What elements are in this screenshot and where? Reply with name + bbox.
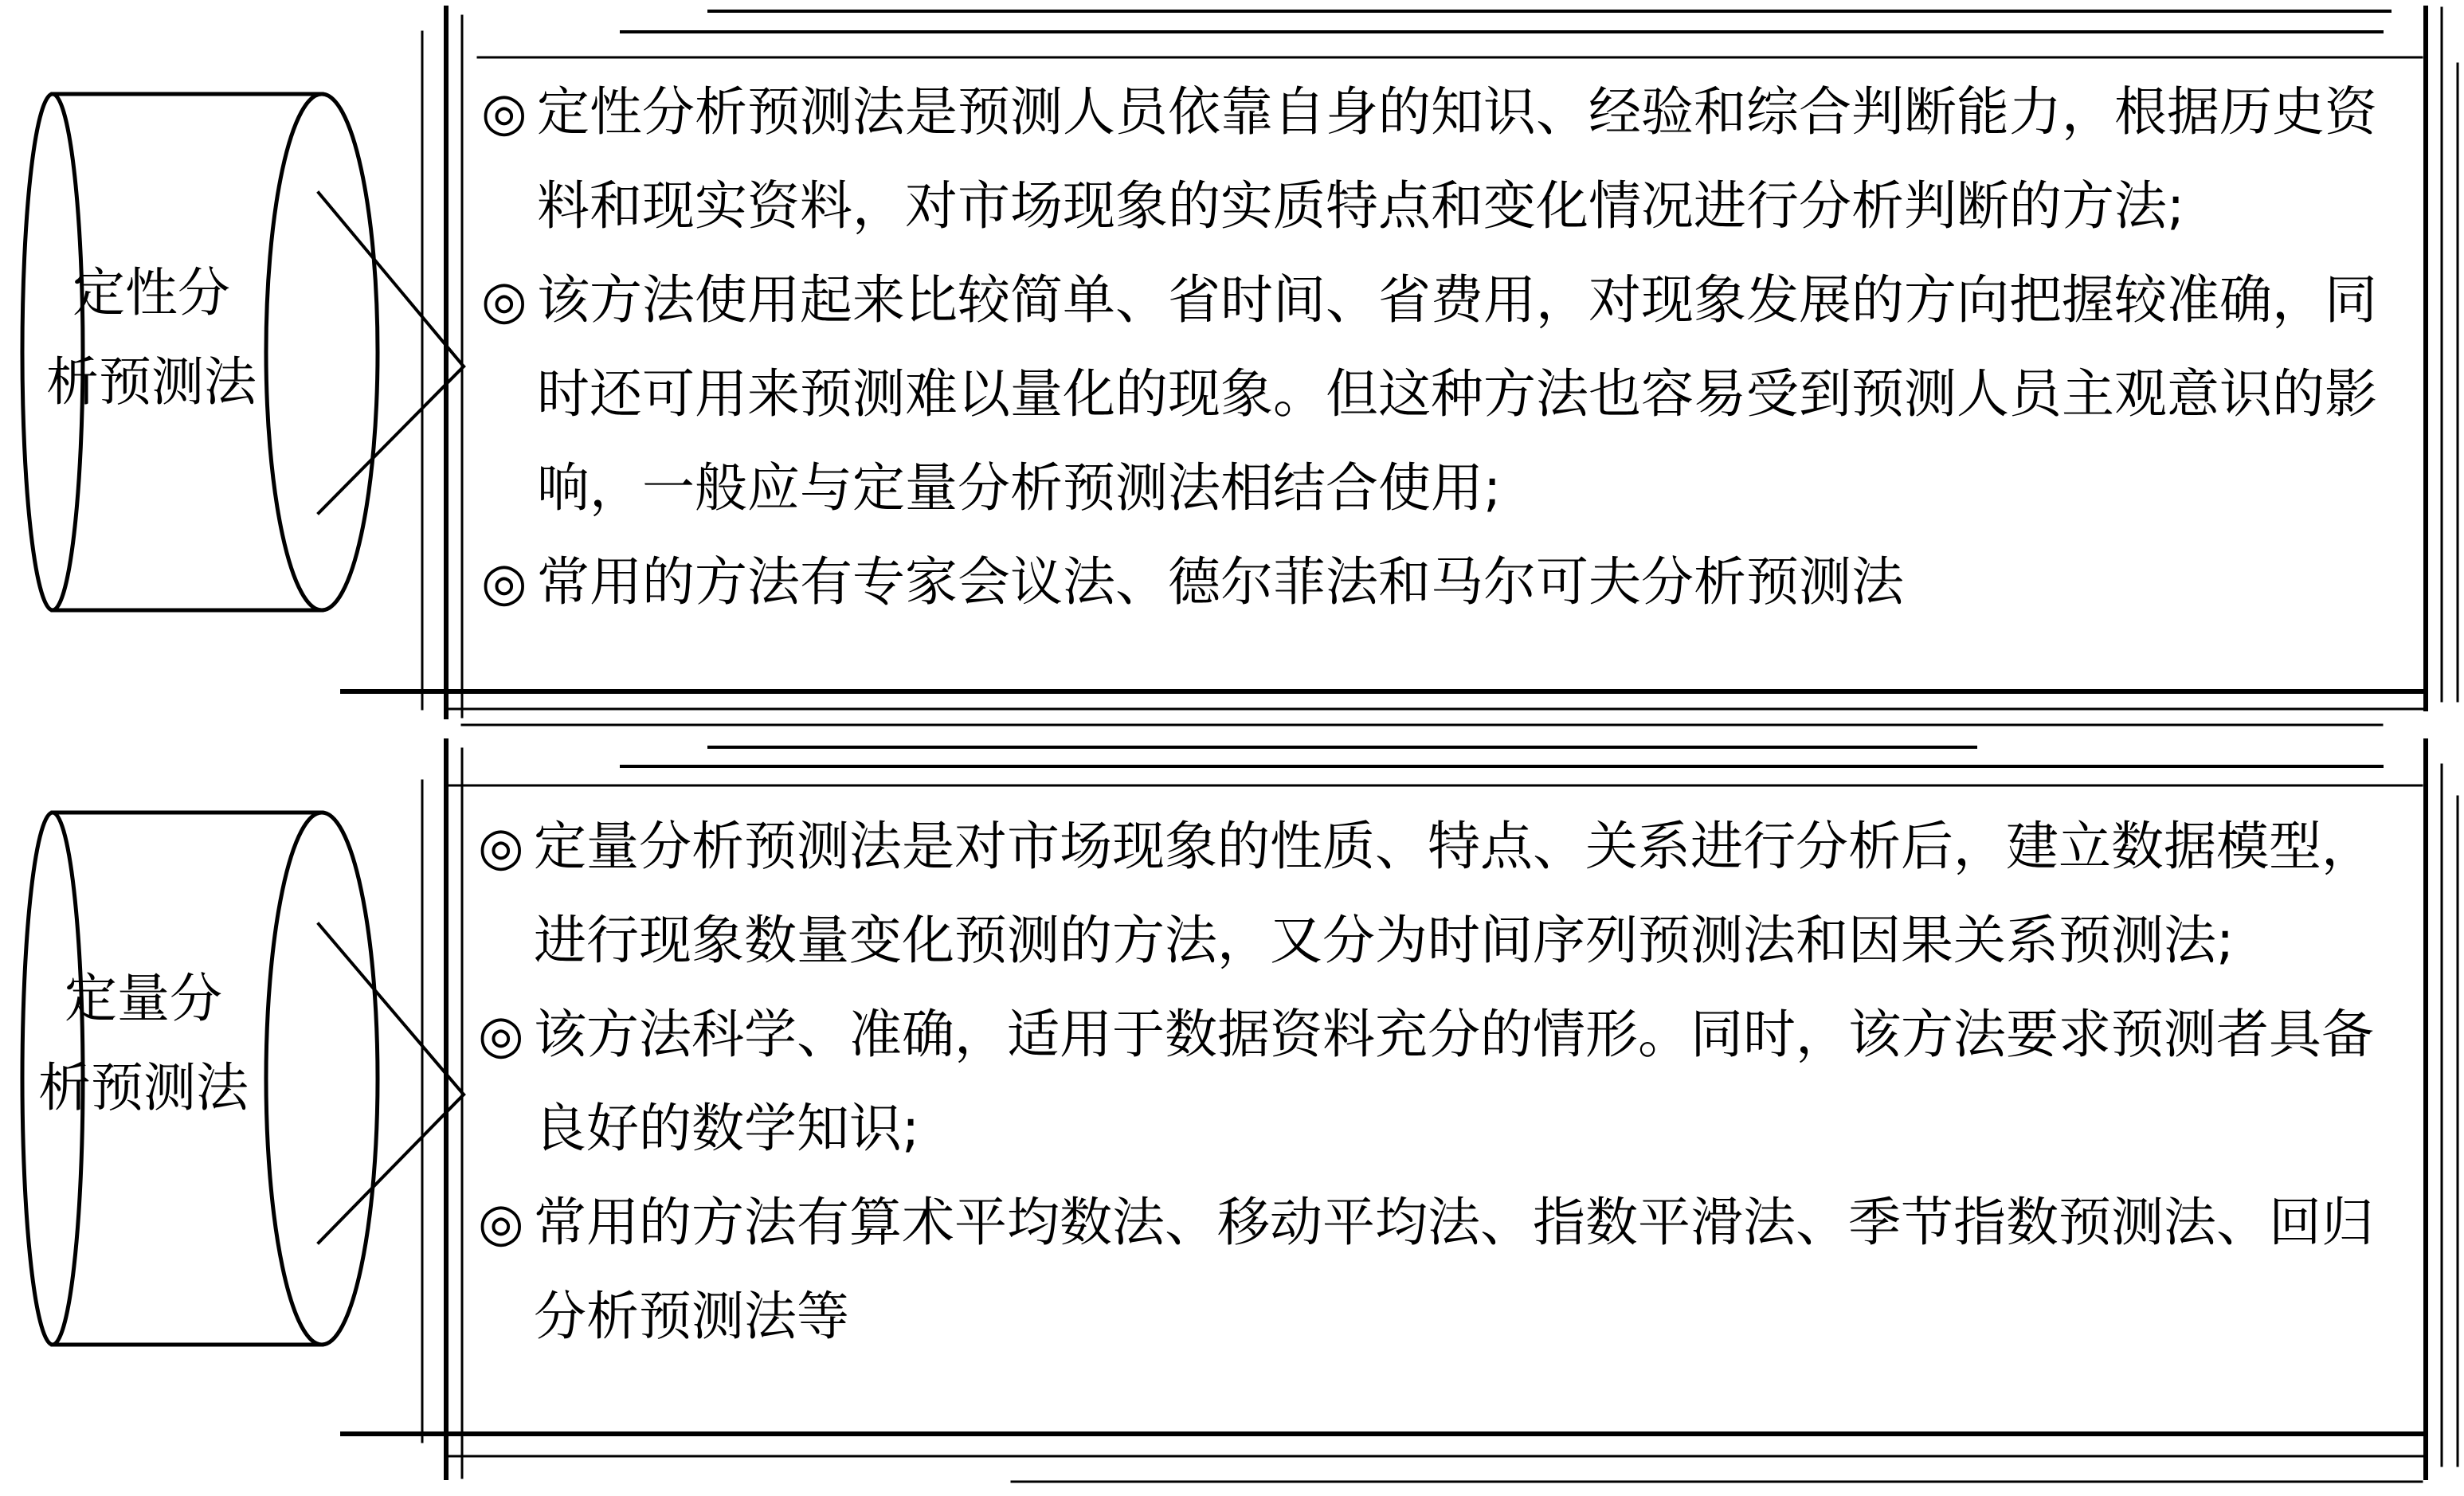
- bullet-item: [478, 800, 2394, 988]
- cylinder-label-quantitative: [24, 954, 263, 1133]
- bullet-item: [481, 65, 2393, 253]
- bullet-text: 该方法科学、准确，适用于数据资料充分的情形。同时，该方法要求预测者具备良好的数学知识;: [534, 1004, 2374, 1159]
- cylinder-label-line-2: 析预测法: [46, 351, 257, 413]
- bullet-text: 定性分析预测法是预测人员依靠自身的知识、经验和综合判断能力，根据历史资料和现实资料，对市场现象的实质特点和变化情况进行分析判断的方法;: [537, 81, 2377, 237]
- text-block-quantitative: [478, 800, 2394, 1364]
- double-circle-bullet-icon: ◎: [481, 81, 527, 143]
- double-circle-bullet-icon: ◎: [478, 1192, 524, 1253]
- text-block-qualitative: [481, 65, 2393, 629]
- pointer-lines-bottom: [319, 924, 464, 1243]
- bullet-item: [478, 1176, 2394, 1364]
- bullet-item: [481, 535, 2393, 629]
- cylinder-label-line-1: 定性分: [72, 262, 230, 323]
- bullet-text: 常用的方法有算术平均数法、移动平均法、指数平滑法、季节指数预测法、回归分析预测法等: [534, 1192, 2374, 1347]
- double-circle-bullet-icon: ◎: [481, 269, 527, 331]
- cylinder-label-qualitative: [32, 249, 271, 427]
- pointer-lines-top: [319, 193, 464, 513]
- double-circle-bullet-icon: ◎: [481, 551, 527, 613]
- bullet-text: 该方法使用起来比较简单、省时间、省费用，对现象发展的方向把握较准确，同时还可用来预测难以量化的现象。但这种方法也容易受到预测人员主观意识的影响，一般应与定量分析预测法相结合使用;: [537, 269, 2377, 519]
- bullet-text: 常用的方法有专家会议法、德尔菲法和马尔可夫分析预测法: [537, 551, 1904, 613]
- double-circle-bullet-icon: ◎: [478, 1004, 524, 1065]
- bullet-item: [481, 253, 2393, 535]
- bullet-item: [478, 988, 2394, 1176]
- bullet-text: 定量分析预测法是对市场现象的性质、特点、关系进行分析后，建立数据模型，进行现象数量变化预测的方法，又分为时间序列预测法和因果关系预测法;: [534, 816, 2374, 971]
- cylinder-label-line-1: 定量分: [65, 968, 222, 1029]
- double-circle-bullet-icon: ◎: [478, 816, 524, 877]
- cylinder-label-line-2: 析预测法: [38, 1057, 249, 1118]
